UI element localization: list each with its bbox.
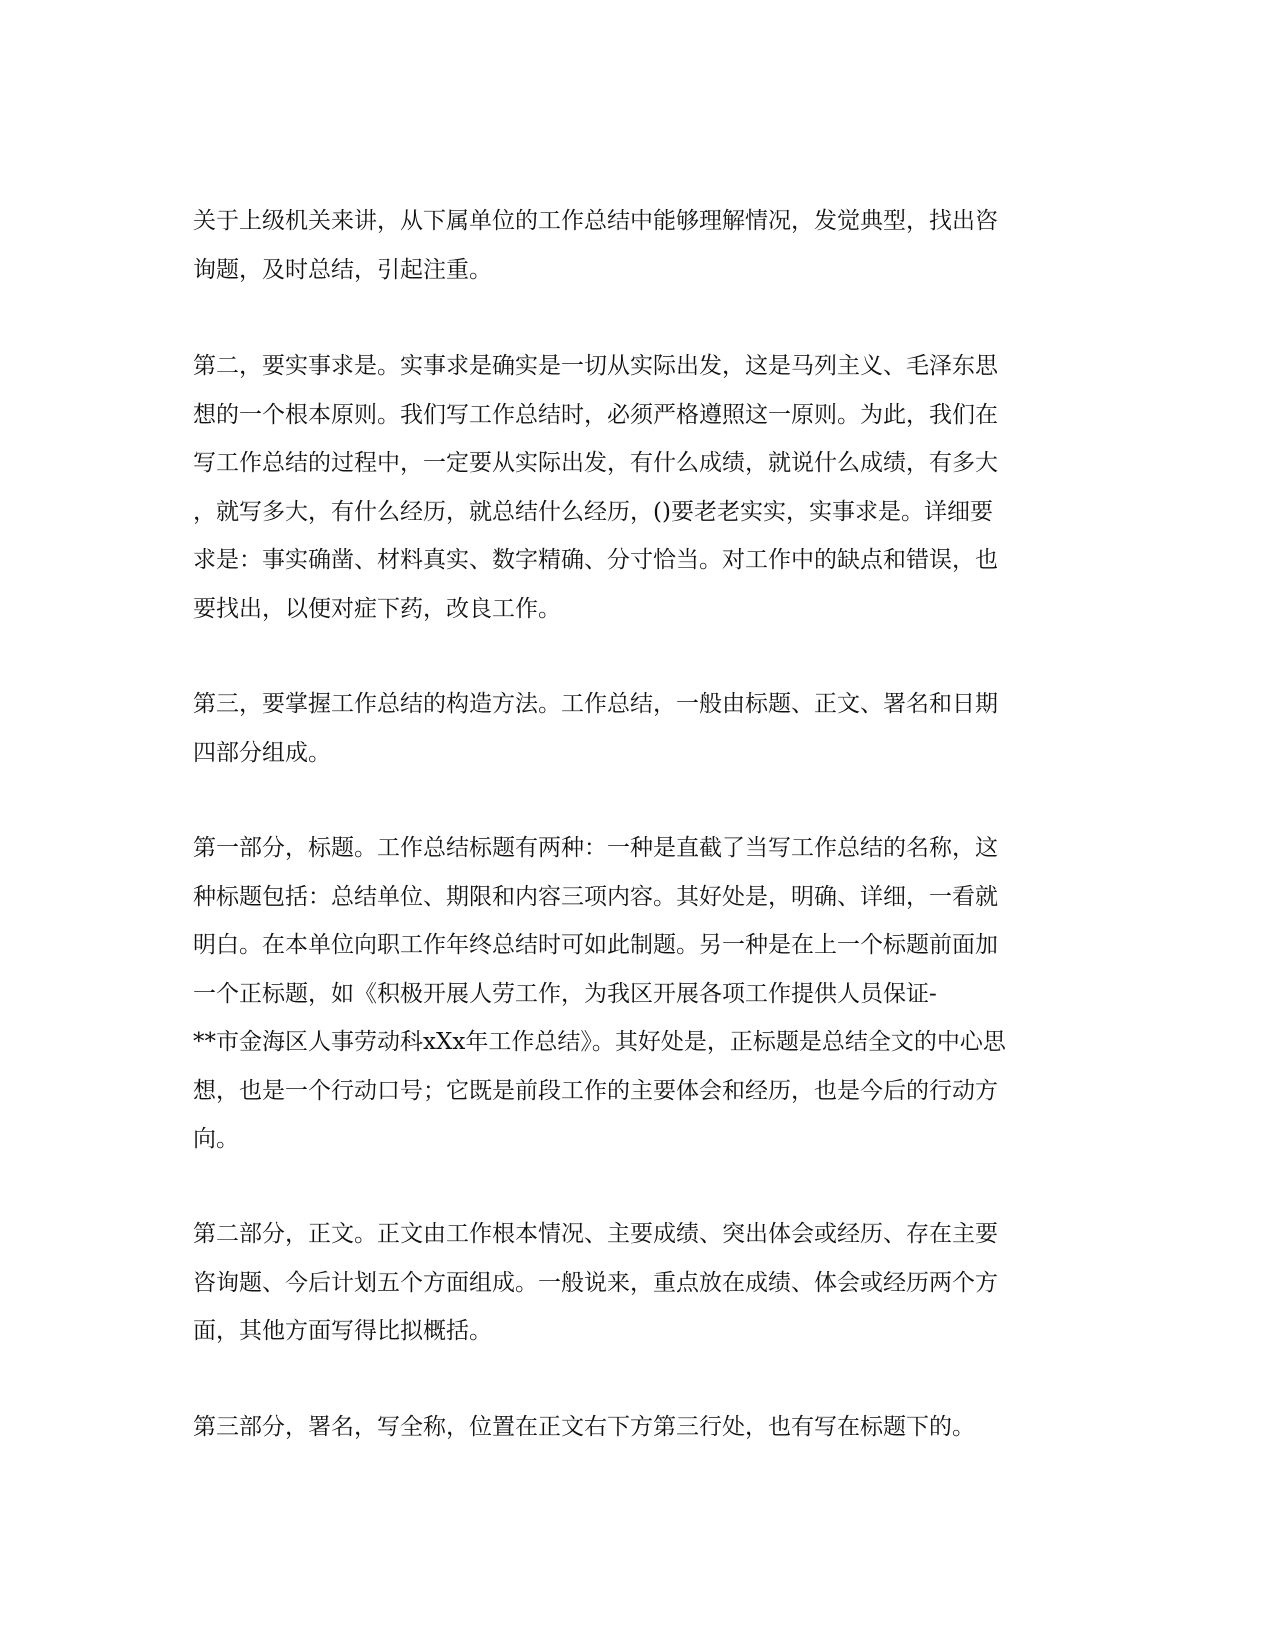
text-line: 面，其他方面写得比拟概括。 [193,1318,492,1344]
text-line: 想的一个根本原则。我们写工作总结时，必须严格遵照这一原则。为此，我们在 [193,401,998,428]
text-line: ，就写多大，有什么经历，就总结什么经历，()要老老实实，实事求是。详细要 [193,498,993,525]
text-line: 明白。在本单位向职工作年终总结时可如此制题。另一种是在上一个标题前面加 [193,932,998,958]
paragraph-3 [193,680,998,777]
text-line: 第三部分，署名，写全称，位置在正文右下方第三行处，也有写在标题下的。 [193,1414,975,1440]
text-line: 咨询题、今后计划五个方面组成。一般说来，重点放在成绩、体会或经历两个方 [193,1269,998,1296]
text-line: 询题，及时总结，引起注重。 [193,256,492,283]
text-line: 一个正标题，如《积极开展人劳工作，为我区开展各项工作提供人员保证- [193,980,937,1007]
paragraph-6 [193,1403,975,1452]
text-line: 第二部分，正文。正文由工作根本情况、主要成绩、突出体会或经历、存在主要 [193,1221,998,1247]
text-line: 向。 [193,1126,239,1152]
text-line: 要找出，以便对症下药，改良工作。 [193,595,561,622]
text-line: 种标题包括：总结单位、期限和内容三项内容。其好处是，明确、详细，一看就 [193,883,998,910]
paragraph-1 [193,197,998,294]
paragraph-2 [193,342,998,633]
text-line: 第三，要掌握工作总结的构造方法。工作总结，一般由标题、正文、署名和日期 [193,691,998,717]
text-line: 求是：事实确凿、材料真实、数字精确、分寸恰当。对工作中的缺点和错误，也 [193,547,998,573]
text-line: 写工作总结的过程中，一定要从实际出发，有什么成绩，就说什么成绩，有多大 [193,450,998,476]
text-line: 第二，要实事求是。实事求是确实是一切从实际出发，这是马列主义、毛泽东思 [193,353,998,379]
text-line: 四部分组成。 [193,739,331,766]
text-line: 想，也是一个行动口号；它既是前段工作的主要体会和经历，也是今后的行动方 [193,1077,998,1104]
paragraph-4 [193,824,1006,1164]
paragraph-5 [193,1210,998,1356]
text-line: **市金海区人事劳动科xXx年工作总结》。其好处是，正标题是总结全文的中心思 [193,1029,1006,1055]
text-line: 第一部分，标题。工作总结标题有两种：一种是直截了当写工作总结的名称，这 [193,835,998,861]
text-line: 关于上级机关来讲，从下属单位的工作总结中能够理解情况，发觉典型，找出咨 [193,208,998,234]
